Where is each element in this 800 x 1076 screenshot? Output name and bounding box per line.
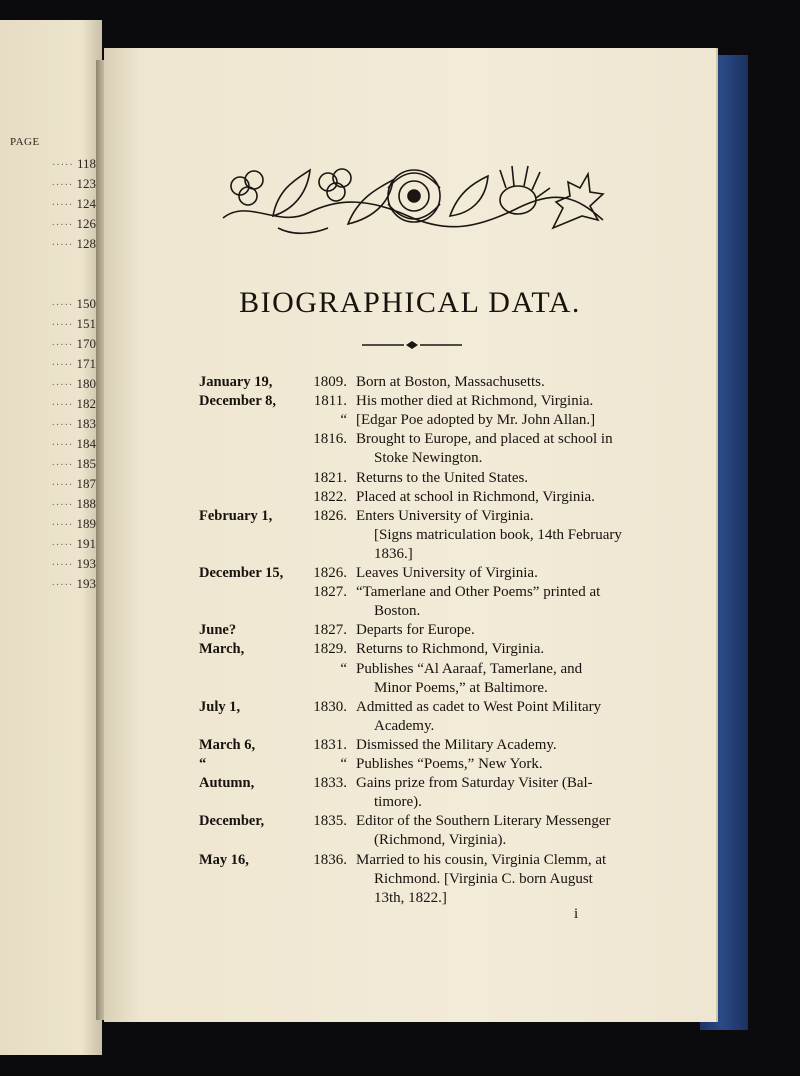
entry-text: Gains prize from Saturday Visiter (Bal-	[356, 775, 593, 792]
toc-item	[0, 416, 96, 434]
toc-item	[0, 396, 96, 414]
entry-text: Brought to Europe, and placed at school in	[356, 431, 613, 448]
toc-item	[0, 176, 96, 194]
entry-year: 1816.	[313, 431, 347, 448]
toc-page-number: 185	[76, 456, 96, 471]
toc-leader-dots: ·····	[51, 180, 74, 191]
entry-text: Enters University of Virginia.	[356, 507, 534, 524]
toc-page-number: 188	[76, 496, 96, 511]
entry-text: 13th, 1822.]	[374, 889, 447, 906]
entry-year: 1811.	[313, 393, 347, 410]
toc-item	[0, 496, 96, 514]
entry-year: 1809.	[313, 374, 347, 390]
entry-date: March 6,	[199, 736, 256, 753]
toc-item	[0, 156, 96, 174]
entry-text: Returns to Richmond, Virginia.	[356, 641, 545, 658]
toc-page-number: 170	[76, 336, 96, 351]
entry-text: Born at Boston, Massachusetts.	[356, 374, 545, 390]
toc-page-number: 128	[76, 236, 96, 251]
toc-leader-dots: ·····	[51, 500, 74, 511]
toc-item	[0, 216, 96, 234]
toc-leader-dots: ·····	[51, 320, 74, 331]
toc-page-number: 193	[76, 556, 96, 571]
toc-leader-dots: ·····	[51, 400, 74, 411]
entry-year: “	[340, 756, 347, 772]
entry-year: 1835.	[313, 813, 347, 830]
entry-year: 1826.	[313, 507, 347, 524]
entry-text: 1836.]	[374, 545, 413, 562]
entry-year: 1836.	[313, 851, 347, 868]
toc-page-number: 180	[76, 376, 96, 391]
toc-page-heading: PAGE	[10, 136, 40, 148]
entry-year: 1831.	[313, 736, 347, 753]
toc-page-number: 189	[76, 516, 96, 531]
entry-text: Stoke Newington.	[374, 450, 483, 467]
toc-leader-dots: ·····	[51, 200, 74, 211]
entry-date: Autumn,	[199, 775, 255, 792]
toc-leader-dots: ·····	[51, 560, 74, 571]
toc-item	[0, 196, 96, 214]
toc-leader-dots: ·····	[51, 520, 74, 531]
toc-page-number: 171	[76, 356, 96, 371]
title-rule-ornament-icon	[362, 340, 462, 350]
entry-text: Leaves University of Virginia.	[356, 565, 538, 581]
entry-date: February 1,	[199, 507, 273, 524]
entry-text: Academy.	[374, 717, 435, 734]
entry-text: Editor of the Southern Literary Messenger	[356, 813, 611, 830]
toc-item	[0, 376, 96, 394]
entry-year: 1822.	[313, 488, 347, 505]
entry-date: July 1,	[199, 698, 241, 715]
toc-item	[0, 436, 96, 454]
toc-page-number: 126	[76, 216, 96, 231]
entry-year: 1830.	[313, 698, 347, 715]
entry-text: [Edgar Poe adopted by Mr. John Allan.]	[356, 412, 596, 429]
floral-ornament-icon	[218, 158, 608, 240]
entry-year: 1827.	[313, 584, 347, 601]
toc-item	[0, 576, 96, 594]
entry-text: Married to his cousin, Virginia Clemm, at	[356, 851, 607, 868]
toc-leader-dots: ·····	[51, 460, 74, 471]
entry-year: 1827.	[313, 622, 347, 639]
toc-leader-dots: ·····	[51, 420, 74, 431]
toc-page-number: 150	[76, 296, 96, 311]
entry-date: December 8,	[199, 393, 277, 410]
entry-text: Departs for Europe.	[356, 622, 475, 639]
entry-year: 1833.	[313, 775, 347, 792]
toc-leader-dots: ·····	[51, 300, 74, 311]
entry-date: May 16,	[199, 851, 249, 868]
toc-page-number: 182	[76, 396, 96, 411]
toc-item	[0, 476, 96, 494]
toc-page-number: 124	[76, 196, 96, 211]
toc-leader-dots: ·····	[51, 360, 74, 371]
toc-item	[0, 296, 96, 314]
toc-page-number: 187	[76, 476, 96, 491]
signature-mark: i	[574, 906, 579, 922]
entry-text: Publishes “Al Aaraaf, Tamerlane, and	[356, 660, 583, 677]
toc-leader-dots: ·····	[51, 340, 74, 351]
entry-text: Returns to the United States.	[356, 469, 529, 486]
toc-leader-dots: ·····	[51, 240, 74, 251]
entry-year: “	[340, 660, 347, 677]
entry-date: March,	[199, 641, 245, 658]
entry-text: (Richmond, Virginia).	[374, 832, 507, 849]
entry-year: “	[340, 412, 347, 429]
toc-item	[0, 336, 96, 354]
entry-text: Minor Poems,” at Baltimore.	[374, 679, 548, 696]
toc-leader-dots: ·····	[51, 540, 74, 551]
toc-page-number: 118	[76, 156, 96, 171]
entry-text: Publishes “Poems,” New York.	[356, 756, 543, 772]
toc-leader-dots: ·····	[51, 220, 74, 231]
entry-text: Placed at school in Richmond, Virginia.	[356, 488, 595, 505]
toc-item	[0, 536, 96, 554]
entry-date: “	[199, 756, 207, 772]
toc-item	[0, 516, 96, 534]
toc-page-number: 193	[76, 576, 96, 591]
toc-item	[0, 556, 96, 574]
entry-date: January 19,	[199, 374, 273, 390]
entry-text: [Signs matriculation book, 14th February	[374, 526, 622, 543]
right-page	[104, 48, 716, 1022]
entry-year: 1829.	[313, 641, 347, 658]
toc-page-number: 123	[76, 176, 96, 191]
toc-item	[0, 456, 96, 474]
entry-text: “Tamerlane and Other Poems” printed at	[356, 584, 601, 601]
toc-item	[0, 316, 96, 334]
toc-page-number: 191	[76, 536, 96, 551]
toc-leader-dots: ·····	[51, 480, 74, 491]
toc-page-number: 184	[76, 436, 96, 451]
toc-leader-dots: ·····	[52, 160, 74, 171]
entry-text: Boston.	[374, 603, 421, 620]
entry-text: His mother died at Richmond, Virginia.	[356, 393, 594, 410]
entry-date: December 15,	[199, 565, 284, 581]
toc-leader-dots: ·····	[51, 380, 74, 391]
toc-item	[0, 356, 96, 374]
page-title: BIOGRAPHICAL DATA.	[239, 286, 581, 319]
toc-page-number: 151	[76, 316, 96, 331]
toc-leader-dots: ·····	[51, 580, 74, 591]
entry-text: Dismissed the Military Academy.	[356, 736, 557, 753]
entry-year: 1826.	[313, 565, 347, 581]
toc-leader-dots: ·····	[51, 440, 74, 451]
entry-text: Richmond. [Virginia C. born August	[374, 870, 593, 887]
entry-date: June?	[199, 622, 237, 639]
entry-year: 1821.	[313, 469, 347, 486]
toc-page-number: 183	[76, 416, 96, 431]
entry-text: timore).	[374, 794, 422, 811]
entry-text: Admitted as cadet to West Point Military	[356, 698, 602, 715]
entry-date: December,	[199, 813, 265, 830]
toc-item	[0, 236, 96, 254]
left-page	[0, 20, 102, 1055]
